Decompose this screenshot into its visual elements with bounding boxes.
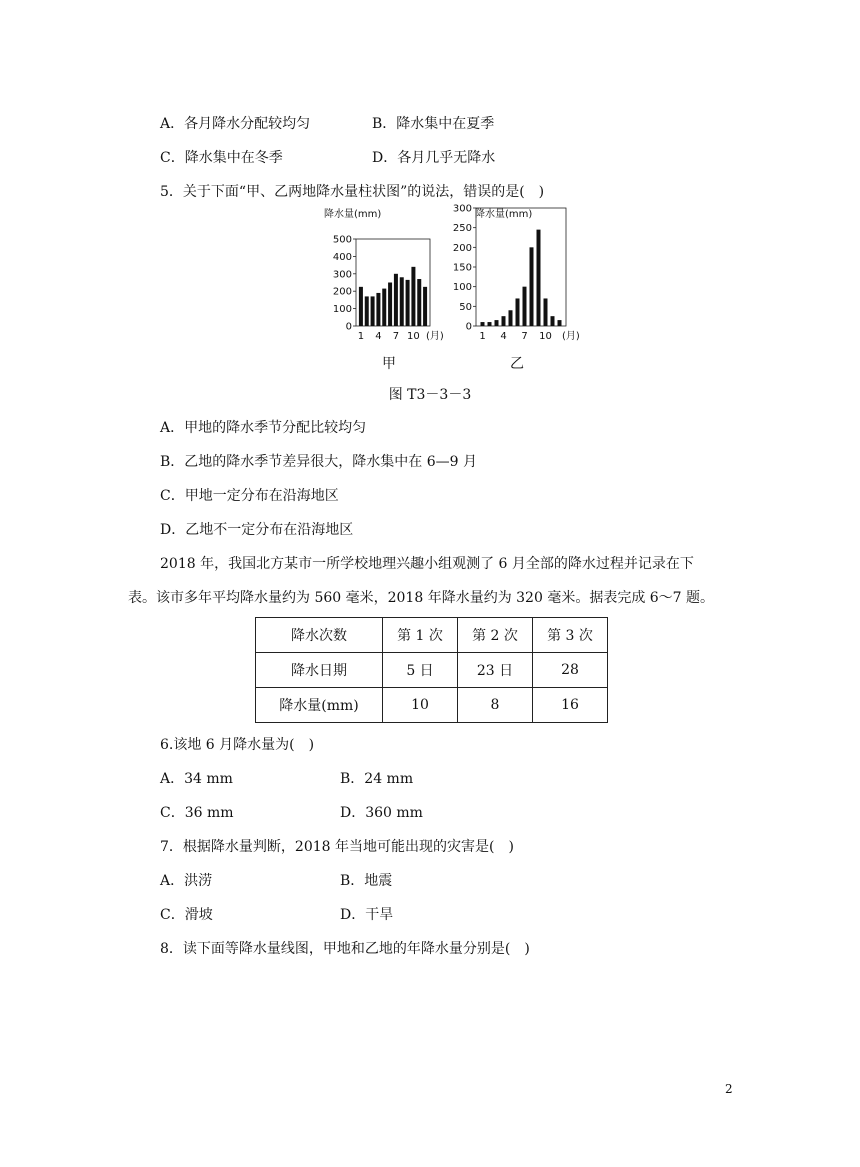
bar	[411, 267, 415, 326]
q8-stem: 8．读下面等降水量线图，甲地和乙地的年降水量分别是( )	[160, 941, 530, 957]
bar	[359, 287, 363, 326]
y-tick-label: 50	[459, 301, 472, 313]
bar	[388, 283, 392, 327]
y-tick-label: 200	[452, 242, 472, 254]
bar	[502, 316, 506, 326]
q6-option-a: A．34 mm	[160, 771, 233, 787]
table-row	[256, 618, 608, 653]
q5-option-a: A．甲地的降水季节分配比较均匀	[160, 420, 367, 436]
bar	[394, 274, 398, 326]
precipitation-charts	[318, 205, 578, 380]
q4-option-b: B．降水集中在夏季	[372, 116, 495, 132]
table-cell: 16	[533, 688, 608, 723]
table-row	[256, 688, 608, 723]
passage-line-1: 2018 年，我国北方某市一所学校地理兴趣小组观测了 6 月全部的降水过程并记录在下	[160, 556, 694, 572]
bar	[523, 287, 527, 326]
table-cell: 28	[533, 653, 608, 688]
x-tick-label: 4	[500, 331, 507, 342]
q5-stem: 5．关于下面“甲、乙两地降水量柱状图”的说法，错误的是( )	[160, 184, 545, 200]
y-tick-label: 400	[332, 251, 352, 263]
y-tick-label: 100	[332, 304, 352, 316]
x-tick-label: 1	[357, 331, 365, 342]
figure-caption: 图 T3－3－3	[388, 387, 472, 403]
bar	[488, 322, 492, 326]
table-cell: 第 1 次	[383, 618, 458, 653]
x-axis-unit: (月)	[562, 331, 580, 342]
q7-option-b: B．地震	[340, 873, 393, 889]
q6-option-b: B．24 mm	[340, 771, 414, 787]
bar	[382, 289, 386, 326]
table-cell: 第 3 次	[533, 618, 608, 653]
y-tick-label: 300	[332, 269, 352, 281]
q4-option-c: C．降水集中在冬季	[160, 150, 283, 166]
y-tick-label: 100	[452, 282, 472, 294]
y-axis-label: 降水量(mm)	[324, 209, 382, 220]
bar	[365, 296, 369, 326]
bar	[406, 280, 410, 326]
table-cell: 23 日	[458, 653, 533, 688]
q7-option-c: C．滑坡	[160, 907, 213, 923]
bar	[530, 247, 534, 326]
y-tick-label: 300	[452, 203, 472, 215]
table-cell: 8	[458, 688, 533, 723]
table-cell: 降水量(mm)	[256, 688, 383, 723]
bar	[509, 310, 513, 326]
chart-name: 乙	[510, 356, 524, 372]
table-cell: 降水次数	[256, 618, 383, 653]
bar	[516, 298, 520, 326]
table-cell: 10	[383, 688, 458, 723]
y-tick-label: 0	[465, 321, 472, 333]
bar	[495, 320, 499, 326]
q6-stem: 6.该地 6 月降水量为( )	[160, 737, 315, 753]
x-tick-label: 7	[521, 331, 528, 342]
table-cell: 第 2 次	[458, 618, 533, 653]
q6-option-d: D．360 mm	[340, 805, 423, 821]
chart-name: 甲	[382, 356, 396, 372]
precipitation-table	[255, 617, 608, 723]
q5-option-c: C．甲地一定分布在沿海地区	[160, 488, 339, 504]
table-cell: 5 日	[383, 653, 458, 688]
y-tick-label: 500	[332, 234, 352, 246]
bar	[423, 287, 427, 326]
bar	[551, 316, 555, 326]
bar	[481, 322, 485, 326]
table-row	[256, 653, 608, 688]
chart-frame	[476, 208, 566, 326]
q7-stem: 7．根据降水量判断，2018 年当地可能出现的灾害是( )	[160, 839, 514, 855]
bar	[558, 320, 562, 326]
x-tick-label: 10	[539, 331, 552, 342]
bar	[371, 296, 375, 326]
table-cell: 降水日期	[256, 653, 383, 688]
q5-option-b: B．乙地的降水季节差异很大，降水集中在 6—9 月	[160, 454, 478, 470]
y-tick-label: 0	[345, 321, 352, 333]
bar	[537, 230, 541, 326]
x-axis-unit: (月)	[426, 331, 444, 342]
q7-option-d: D．干旱	[340, 907, 394, 923]
passage-line-2: 表。该市多年平均降水量约为 560 毫米，2018 年降水量约为 320 毫米。据表完成 6～7 题。	[128, 590, 715, 606]
q6-option-c: C．36 mm	[160, 805, 234, 821]
bar	[376, 293, 380, 326]
x-tick-label: 1	[479, 331, 486, 342]
q4-option-d: D．各月几乎无降水	[372, 150, 496, 166]
y-tick-label: 150	[452, 262, 472, 274]
page-number: 2	[725, 1082, 733, 1096]
x-tick-label: 10	[407, 331, 420, 342]
y-tick-label: 250	[452, 223, 472, 235]
bar	[417, 279, 421, 326]
y-tick-label: 200	[332, 286, 352, 298]
q4-option-a: A．各月降水分配较均匀	[160, 116, 311, 132]
x-tick-label: 4	[375, 331, 382, 342]
bar	[544, 298, 548, 326]
q7-option-a: A．洪涝	[160, 873, 213, 889]
bar	[400, 277, 404, 326]
x-tick-label: 7	[392, 331, 400, 342]
chart-canvas	[318, 205, 578, 380]
y-axis-label: 降水量(mm)	[475, 209, 533, 220]
q5-option-d: D．乙地不一定分布在沿海地区	[160, 522, 354, 538]
